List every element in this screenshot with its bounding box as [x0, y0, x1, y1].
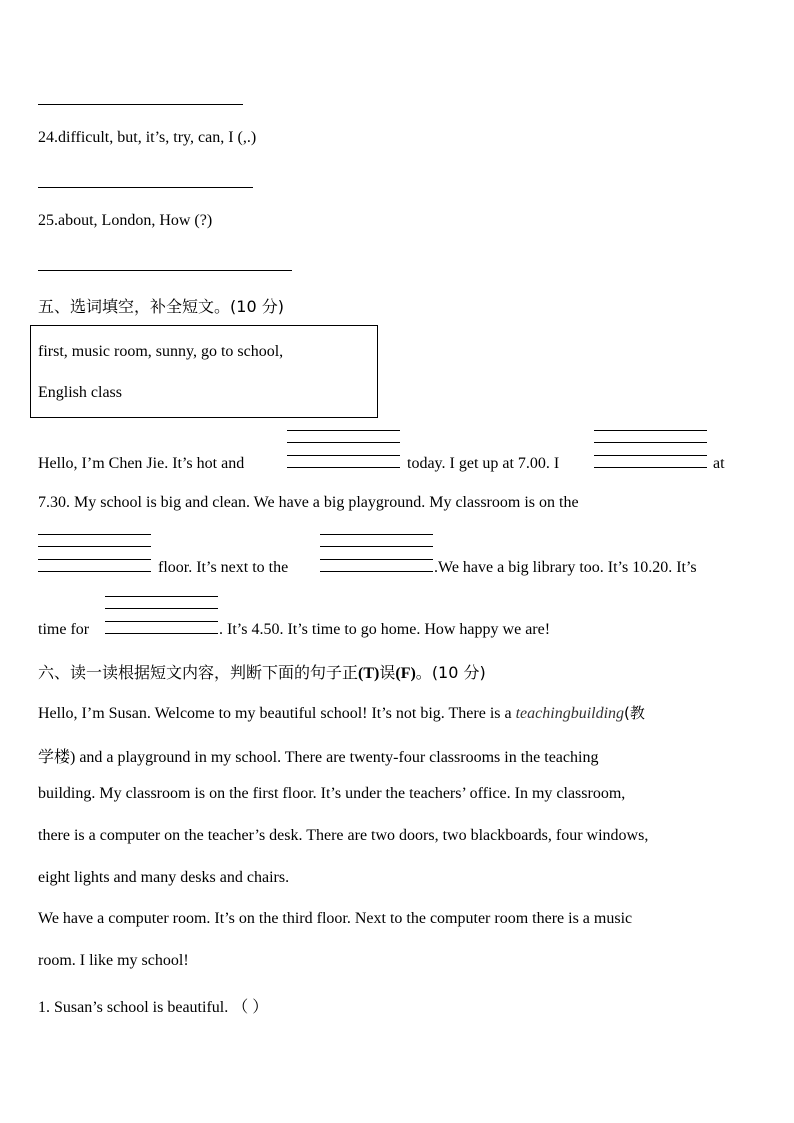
- answer-line-24[interactable]: [38, 187, 253, 188]
- reading-line-1: [38, 702, 645, 723]
- section-6-score: (10 分): [431, 663, 486, 682]
- section-6-heading: [38, 660, 486, 683]
- passage-text: floor. It’s next to the: [158, 559, 289, 576]
- question-24: 24.difficult, but, it’s, try, can, I (,.): [38, 129, 257, 146]
- judge-question-1[interactable]: 1. Susan’s school is beautiful. （ ）: [38, 999, 269, 1016]
- answer-line-25[interactable]: [38, 270, 292, 271]
- reading-line-4: there is a computer on the teacher’s desk. There are two doors, two blackboards, four windows,: [38, 827, 649, 844]
- section-5-title: 五、选词填空，补全短文。: [38, 297, 231, 316]
- reading-text: Hello, I’m Susan. Welcome to my beautiful school! It’s not big. There is a: [38, 705, 516, 722]
- reading-line-6: We have a computer room. It’s on the third floor. Next to the computer room there is a music: [38, 910, 633, 927]
- blank-1[interactable]: [287, 430, 400, 468]
- passage-text: Hello, I’m Chen Jie. It’s hot and: [38, 455, 245, 472]
- reading-line-2: 学楼) and a playground in my school. There are twenty-four classrooms in the teaching: [38, 749, 599, 766]
- section-6-title-mid: 误: [379, 663, 396, 682]
- blank-5[interactable]: [105, 596, 218, 634]
- passage-text: 7.30. My school is big and clean. We have a big playground. My classroom is on the: [38, 494, 579, 511]
- section-6-title: 六、读一读根据短文内容，判断下面的句子正: [38, 663, 359, 682]
- passage-text: . It’s 4.50. It’s time to go home. How happy we are!: [219, 621, 551, 638]
- blank-4[interactable]: [320, 534, 433, 572]
- passage-text: at: [713, 455, 725, 472]
- false-marker: (F): [395, 665, 416, 682]
- question-25: 25.about, London, How (?): [38, 212, 213, 229]
- blank-3[interactable]: [38, 534, 151, 572]
- passage-text: today. I get up at 7.00. I: [407, 455, 560, 472]
- passage-text: .We have a big library too. It’s 10.20. It’s: [434, 559, 697, 576]
- word-bank-line-2: English class: [38, 384, 122, 401]
- answer-line-23[interactable]: [38, 104, 243, 105]
- word-bank-line-1: first, music room, sunny, go to school,: [38, 343, 284, 360]
- reading-text: (教: [624, 704, 645, 722]
- passage-text: time for: [38, 621, 90, 638]
- reading-line-5: eight lights and many desks and chairs.: [38, 869, 290, 886]
- section-5-score: (10 分): [230, 297, 284, 316]
- reading-line-7: room. I like my school!: [38, 952, 189, 969]
- section-5-heading: [38, 294, 284, 317]
- word-bank-box: [30, 325, 378, 418]
- section-6-title-end: 。: [415, 663, 432, 682]
- blank-2[interactable]: [594, 430, 707, 468]
- reading-line-3: building. My classroom is on the first floor. It’s under the teachers’ office. In my classroom,: [38, 785, 626, 802]
- true-marker: (T): [358, 665, 380, 682]
- reading-italic-term: teachingbuilding: [515, 705, 625, 722]
